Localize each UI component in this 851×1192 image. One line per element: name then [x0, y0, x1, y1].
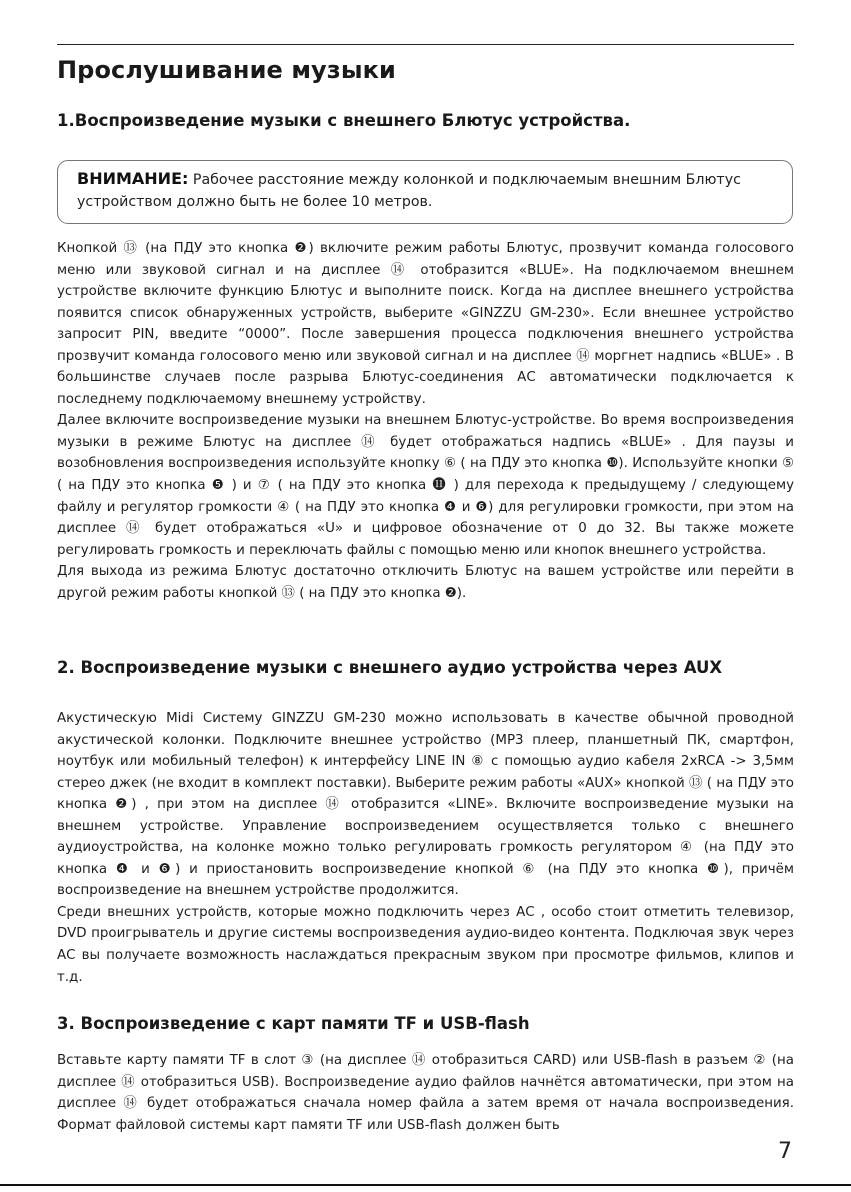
notice-box [57, 160, 793, 224]
paragraph: Далее включите воспроизведение музыки на внешнем Блютус-устройстве. Во время воспроизведения музыки в режиме Блютус на дисплее ⑭ будет отображаться надпись «BLUE» . Для паузы и возобновления воспроизведения используйте кнопку ⑥ ( на ПДУ это кнопка ❿). Используйте кнопки ⑤ ( на ПДУ это кнопка ❺ ) и ⑦ ( на ПДУ это кнопка ⓫ ) для перехода к предыдущему / следующему файлу и регулятор громкости ④ ( на ПДУ это кнопка ❹ и ❻) для регулировки громкости, при этом на дисплее ⑭ будет отображаться «U» и цифровое обозначение от 0 до 32. Вы также можете регулировать громкость и переключать файлы с помощью меню или кнопок внешнего устройства. [57, 413, 794, 558]
paragraph: Среди внешних устройств, которые можно подключить через АС , особо стоит отметить телевизор, DVD проигрыватель и другие системы воспроизведения аудио-видео контента. Подключая звук через АС вы получаете возможность наслаждаться прекрасным звуком при просмотре фильмов, клипов и т.д. [57, 904, 794, 985]
page-number: 7 [778, 1139, 792, 1164]
paragraph: Кнопкой ⑬ (на ПДУ это кнопка ❷) включите режим работы Блютус, прозвучит команда голосового меню или звуковой сигнал и на дисплее ⑭ отобразится «BLUE». На подключаемом внешнем устройстве включите функцию Блютус и выполните поиск. Когда на дисплее внешнего устройства появится список обнаруженных устройств, выберите «GINZZU GM-230». Если внешнее устройство запросит PIN, введите “0000”. После завершения процесса подключения внешнего устройства прозвучит команда голосового меню или звуковой сигнал и на дисплее ⑭ моргнет надпись «BLUE» . В большинстве случаев после разрыва Блютус-соединения АС автоматически подключается к последнему подключаемому внешнему устройству. [57, 241, 794, 407]
notice-label: ВНИМАНИЕ: [77, 169, 189, 188]
paragraph: Вставьте карту памяти TF в слот ③ (на дисплее ⑭ отобразиться CARD) или USB-flash в разъем ② (на дисплее ⑭ отобразиться USB). Воспроизведение аудио файлов начнётся автоматически, при этом на дисплее ⑭ будет отображаться сначала номер файла а затем время от начала воспроизведения. Формат файловой системы карт памяти TF или USB-flash должен быть [57, 1053, 794, 1133]
paragraph: Акустическую Midi Систему GINZZU GM-230 можно использовать в качестве обычной проводной акустической колонки. Подключите внешнее устройство (MP3 плеер, планшетный ПК, смартфон, ноутбук или мобильный телефон) к интерфейсу LINE IN ⑧ с помощью аудио кабеля 2xRCA -> 3,5мм стерео джек (не входит в комплект поставки). Выберите режим работы «AUX» кнопкой ⑬ ( на ПДУ это кнопка ❷) , при этом на дисплее ⑭ отобразится «LINE». Включите воспроизведение музыки на внешнем устройстве. Управление воспроизведением осуществляется только с внешнего аудиоустройства, на колонке можно только регулировать громкость регулятором ④ (на ПДУ это кнопка ❹ и ❻) и приостановить воспроизведение кнопкой ⑥ (на ПДУ это кнопка ❿), причём воспроизведение на внешнем устройстве продолжится. [57, 711, 794, 899]
section-3-heading: 3. Воспроизведение с карт памяти TF и USB-flash [57, 1014, 530, 1033]
paragraph: Для выхода из режима Блютус достаточно отключить Блютус на вашем устройстве или перейти в другой режим работы кнопкой ⑬ ( на ПДУ это кнопка ❷). [57, 564, 794, 601]
notice-text: Рабочее расстояние между колонкой и подключаемым внешним Блютус устройством должно быть не более 10 метров. [77, 172, 741, 210]
section-2-body [57, 708, 794, 988]
top-rule [57, 44, 794, 45]
section-3-body [57, 1050, 794, 1136]
section-1-heading: 1.Воспроизведение музыки с внешнего Блютус устройства. [57, 111, 631, 130]
page-title: Прослушивание музыки [57, 56, 396, 84]
bottom-rule [0, 1184, 851, 1186]
section-1-body [57, 238, 794, 604]
section-2-heading: 2. Воспроизведение музыки с внешнего аудио устройства через AUX [57, 658, 723, 677]
